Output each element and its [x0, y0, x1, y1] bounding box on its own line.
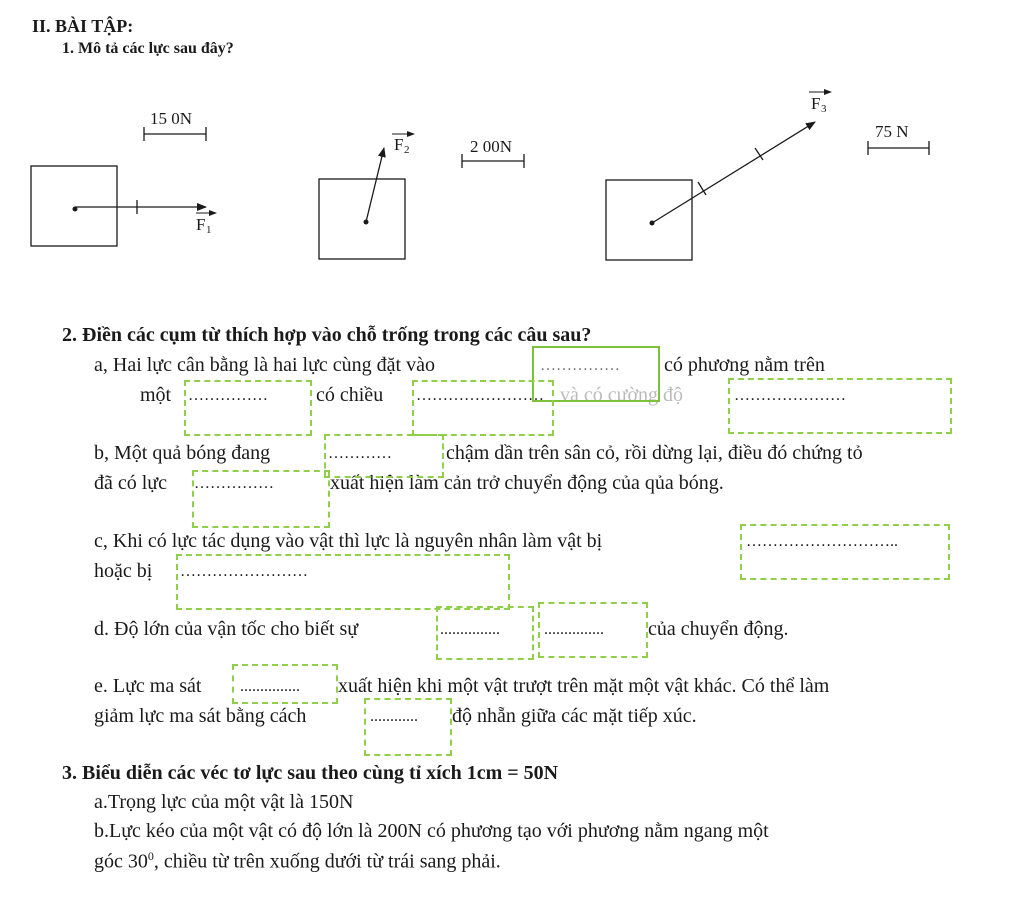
q2b-blank-1[interactable]: ………… [328, 445, 392, 462]
q2b-line2-start: đã có lực [94, 472, 168, 494]
force-diagrams [0, 80, 1024, 280]
q2-title: 2. Điền các cụm từ thích hợp vào chỗ trống trong các câu sau? [62, 324, 592, 346]
q3-part-b-line1: b.Lực kéo của một vật có độ lớn là 200N có phương tạo với phương nằm ngang một [94, 820, 769, 842]
scale-bar-3 [868, 122, 929, 155]
q3-title: 3. Biểu diễn các véc tơ lực sau theo cùng tỉ xích 1cm = 50N [62, 762, 559, 784]
answer-area-c2[interactable] [176, 554, 510, 610]
q2a-blank-3[interactable]: …………………… [416, 387, 544, 404]
q2c-line1-text: c, Khi có lực tác dụng vào vật thì lực là nguyên nhân làm vật bị [94, 530, 603, 552]
q2e-line2-start: giảm lực ma sát bằng cách [94, 705, 307, 727]
q2b-line1-end: chậm dần trên sân cỏ, rồi dừng lại, điều đó chứng tỏ [446, 442, 863, 464]
answer-area-b2[interactable] [192, 470, 330, 528]
svg-text:F: F [394, 135, 404, 154]
answer-area-e2[interactable] [364, 698, 452, 756]
scale-1-label: 15 0N [150, 109, 193, 128]
q2a-line1-end: có phương nằm trên [664, 354, 825, 376]
f2-label [392, 134, 414, 156]
q2d-blank-1[interactable]: ............... [440, 621, 500, 638]
scale-bar-2 [462, 137, 524, 168]
answer-area-e1[interactable] [232, 664, 338, 704]
svg-text:F: F [811, 94, 821, 113]
q2c-line2-start: hoặc bị [94, 560, 153, 582]
q3-part-b-line2 [94, 849, 501, 874]
q2a-line2-mid2: và có cường độ [560, 384, 684, 406]
q2e-line1-start: e. Lực ma sát [94, 675, 202, 697]
scale-2-label: 2 00N [470, 137, 513, 156]
answer-area-c1[interactable] [740, 524, 950, 580]
answer-area-a2[interactable] [184, 380, 312, 436]
q2e-blank-2[interactable]: ............ [370, 708, 418, 725]
object-box-1 [31, 166, 117, 246]
q1-title: 1. Mô tả các lực sau đây? [62, 40, 234, 57]
object-box-2 [319, 179, 405, 259]
answer-area-a4[interactable] [728, 378, 952, 434]
q2b-blank-2[interactable]: …………… [194, 475, 274, 492]
force-vector-f2 [366, 148, 384, 222]
f3-label [809, 92, 831, 115]
q2a-blank-2[interactable]: …………… [188, 387, 268, 404]
q2b-line1-start: b, Một quả bóng đang [94, 442, 271, 464]
svg-text:1: 1 [206, 224, 212, 236]
q2a-blank-1[interactable]: …………… [540, 357, 620, 374]
scale-3-label: 75 N [875, 122, 909, 141]
svg-text:F: F [196, 215, 206, 234]
q3-b2-start: góc 30 [94, 850, 148, 873]
q2b-line2-end: xuất hiện làm cản trở chuyển động của qủa bóng. [330, 472, 724, 494]
q2a-line1-text: a, Hai lực cân bằng là hai lực cùng đặt vào [94, 354, 435, 376]
q2e-line1-end: xuất hiện khi một vật trượt trên mặt một vật khác. Có thể làm [338, 675, 830, 697]
q2d-text: d. Độ lớn của vận tốc cho biết sự [94, 618, 359, 640]
q3-b2-degree: 0 [147, 849, 154, 863]
q2e-blank-1[interactable]: ............... [240, 678, 300, 695]
q2c-blank-1[interactable]: ……………………….. [746, 533, 898, 550]
q2e-line2-end: độ nhẵn giữa các mặt tiếp xúc. [452, 705, 697, 727]
q2d-end: của chuyển động. [648, 618, 789, 640]
q2c-blank-2[interactable]: …………………… [180, 563, 308, 580]
scale-bar-1 [144, 109, 206, 141]
f1-label [196, 213, 216, 236]
q3-part-a: a.Trọng lực của một vật là 150N [94, 791, 354, 813]
svg-text:2: 2 [404, 144, 410, 156]
answer-area-a3[interactable] [412, 380, 554, 436]
section-title: II. BÀI TẬP: [32, 16, 134, 36]
answer-area-d2[interactable] [538, 602, 648, 658]
answer-area-d1[interactable] [436, 606, 534, 660]
q2d-blank-2[interactable]: ............... [544, 621, 604, 638]
q2a-line2-start: một [140, 384, 172, 406]
answer-area-b1[interactable] [324, 434, 444, 478]
svg-text:3: 3 [821, 103, 827, 115]
object-box-3 [606, 180, 692, 260]
q3-b2-end: , chiều từ trên xuống dưới từ trái sang phải. [153, 850, 501, 873]
force-vector-f3 [652, 122, 815, 223]
q2a-line2-mid1: có chiều [316, 384, 384, 406]
q2a-blank-4[interactable]: ………………… [734, 387, 846, 404]
